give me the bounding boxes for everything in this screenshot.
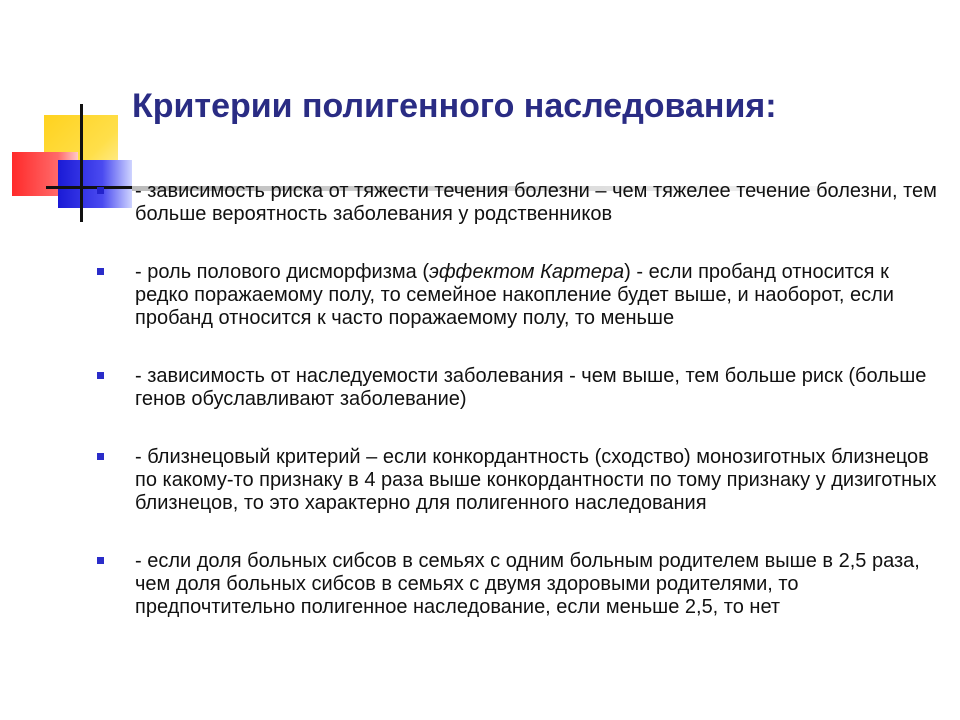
square-bullet-icon [97,557,104,564]
decor-vertical-line [80,104,83,222]
square-bullet-icon [97,453,104,460]
item-text: - зависимость от наследуемости заболевания - чем выше, тем больше риск (больше генов обуславливают заболевание) [135,365,927,410]
square-bullet-icon [97,372,104,379]
criteria-list [97,180,937,619]
slide-title: Критерии полигенного наследования: [132,87,777,125]
item-text: - если доля больных сибсов в семьях с одним больным родителем выше в 2,5 раза, чем доля больных сибсов в семьях с двумя здоровыми родителями, то предпочтительно полигенное наследование, если меньше 2,5, то нет [135,550,920,618]
list-item [97,446,937,515]
list-item [97,261,937,330]
item-text: - зависимость риска от тяжести течения болезни – чем тяжелее течение болезни, тем больше вероятность заболевания у родственников [135,180,937,225]
list-item [97,550,937,619]
item-text-after: ) - если пробанд относится к редко поражаемому полу, то семейное накопление будет выше, и наоборот, если пробанд относится к часто поражаемому полу, то меньше [135,261,894,329]
item-text-italic: эффектом Картера [428,261,625,283]
item-text-before: - роль полового дисморфизма ( [135,261,429,283]
square-bullet-icon [97,268,104,275]
square-bullet-icon [97,187,104,194]
item-text: - близнецовый критерий – если конкордантность (сходство) монозиготных близнецов по какому-то признаку в 4 раза выше конкордантности по тому признаку у дизиготных близнецов, то это характерно для полигенного наследования [135,446,937,514]
list-item [97,365,937,411]
list-item [97,180,937,226]
